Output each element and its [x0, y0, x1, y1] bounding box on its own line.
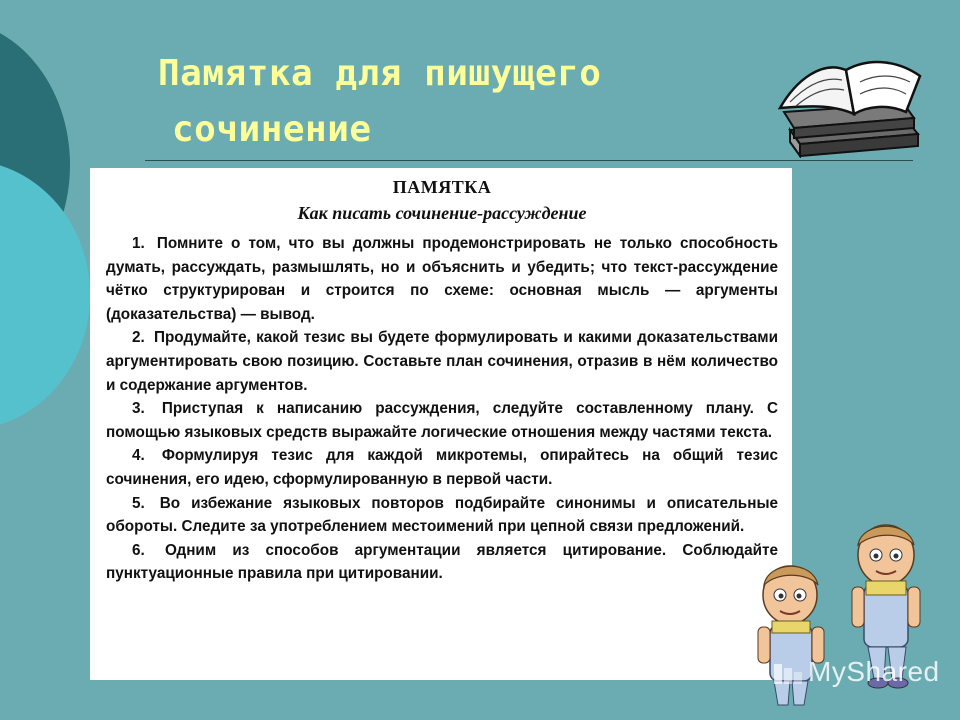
slide-title	[158, 46, 601, 158]
memo-item-number: 6.	[132, 541, 145, 559]
memo-item	[106, 397, 778, 444]
memo-item-number: 5.	[132, 494, 145, 512]
watermark-text: MyShared	[808, 656, 940, 687]
memo-item-number: 2.	[132, 329, 145, 347]
memo-item-text: Продумайте, какой тезис вы будете формулировать и какими доказательствами аргументировать свою позицию. Составьте план сочинения, отразив в нём количество и содержание аргументов.	[106, 329, 778, 394]
slide-title-line2: сочинение	[172, 109, 372, 150]
memo-item	[106, 444, 778, 491]
memo-item	[106, 326, 778, 397]
memo-item-text: Одним из способов аргументации является цитирование. Соблюдайте пунктуационные правила при цитировании.	[106, 541, 779, 583]
memo-item	[106, 232, 778, 326]
memo-heading: ПАМЯТКА	[392, 177, 492, 197]
memo-item-number: 4.	[132, 447, 145, 465]
watermark	[770, 656, 940, 688]
myshared-logo-icon	[770, 660, 806, 688]
memo-item-number: 1.	[132, 235, 145, 252]
memo-item	[106, 539, 778, 586]
memo-item-number: 3.	[132, 400, 145, 418]
slide-title-line1: Памятка для пишущего	[158, 53, 602, 94]
decor-circle-light	[0, 160, 90, 430]
memo-panel	[90, 168, 792, 680]
memo-item-text: Во избежание языковых повторов подбирайте синонимы и описательные обороты. Следите за употреблением местоимений при цепной связи предложений.	[106, 494, 779, 536]
memo-item	[106, 492, 778, 539]
open-book-icon	[776, 52, 926, 158]
memo-item-text: Формулируя тезис для каждой микротемы, опирайтесь на общий тезис сочинения, его идею, сформулированную в первой части.	[106, 447, 779, 488]
memo-subheading: Как писать сочинение-рассуждение	[297, 203, 587, 223]
memo-item-text: Приступая к написанию рассуждения, следуйте составленному плану. С помощью языковых средств выражайте логические отношения между частями текста.	[106, 400, 779, 441]
memo-item-text: Помните о том, что вы должны продемонстрировать не только способность думать, рассуждать, размышлять, но и объяснить и убедить; что текст-рассуждение чётко структурирован и строится по схеме: основная мысль — аргументы (доказательства) — вывод.	[106, 235, 779, 323]
title-divider	[145, 160, 913, 161]
